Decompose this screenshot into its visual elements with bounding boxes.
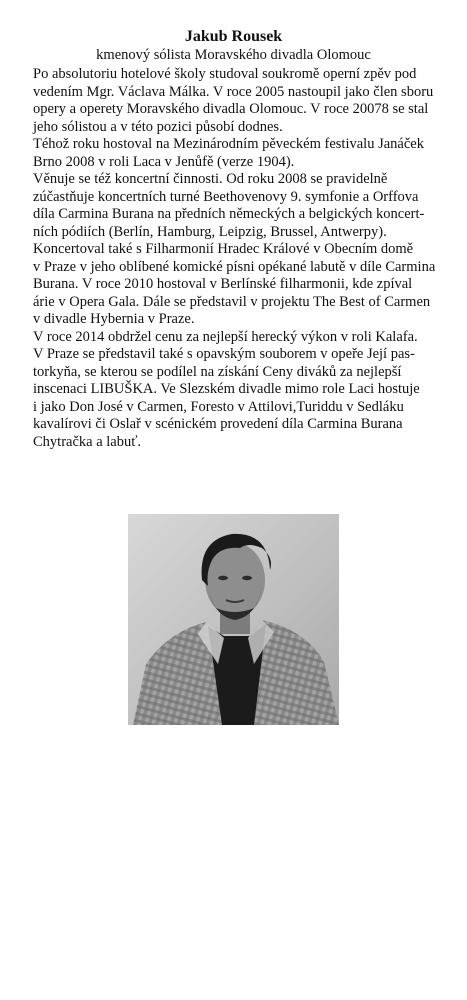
text-line: v Praze v jeho oblíbené komické písni opékané labutě v díle Carmina <box>33 258 436 275</box>
text-line: V Praze se představil také s opavským souborem v opeře Její pas- <box>33 346 415 362</box>
text-line: Burana. V roce 2010 hostoval v Berlínské filharmonii, kde zpíval <box>33 276 413 292</box>
text-line: ních pódiích (Berlín, Hamburg, Leipzig, Brussel, Antwerpy). <box>33 223 387 240</box>
portrait-illustration <box>128 514 339 725</box>
text-line: Věnuje se též koncertní činnosti. Od roku 2008 se pravidelně <box>33 171 388 187</box>
text-line: kavalírovi či Oslař v scénickém provedení díla Carmina Burana <box>33 416 403 432</box>
text-line: torkyňa, se kterou se podílel na získání Ceny diváků za nejlepší <box>33 363 402 380</box>
text-line: V roce 2014 obdržel cenu za nejlepší herecký výkon v roli Kalafa. <box>33 328 418 345</box>
page-title: Jakub Rousek <box>184 28 283 45</box>
text-line: Brno 2008 v roli Laca v Jenůfě (verze 1904). <box>33 153 295 170</box>
portrait-photo <box>128 514 339 725</box>
text-line: Chytračka a labuť. <box>33 433 142 450</box>
text-line: Koncertoval také s Filharmonií Hradec Králové v Obecním domě <box>33 241 414 257</box>
text-line: árie v Opera Gala. Dále se představil v projektu The Best of Carmen <box>33 293 431 310</box>
text-line: inscenaci LIBUŠKA. Ve Slezském divadle mimo role Laci hostuje <box>33 381 420 397</box>
text-line: opery a operety Moravského divadla Olomouc. V roce 20078 se stal <box>33 101 429 117</box>
text-line: Po absolutoriu hotelové školy studoval soukromě operní zpěv pod <box>33 66 417 82</box>
text-line: Téhož roku hostoval na Mezinárodním pěveckém festivalu Janáček <box>33 136 424 152</box>
text-line: vedením Mgr. Václava Málka. V roce 2005 nastoupil jako člen sboru <box>33 83 434 100</box>
biography-text <box>33 66 453 451</box>
text-line: zúčastňuje koncertních turné Beethovenovy 9. symfonie a Orffova <box>33 188 419 205</box>
text-line: díla Carmina Burana na předních německých a belgických koncert- <box>33 206 425 222</box>
text-line: jeho sólistou a v této pozici působí dodnes. <box>33 118 283 135</box>
text-line: v divadle Hybernia v Praze. <box>33 311 195 327</box>
page-subtitle: kmenový sólista Moravského divadla Olomouc <box>96 47 371 63</box>
text-line: i jako Don José v Carmen, Foresto v Attilovi,Turiddu v Sedláku <box>33 398 404 415</box>
